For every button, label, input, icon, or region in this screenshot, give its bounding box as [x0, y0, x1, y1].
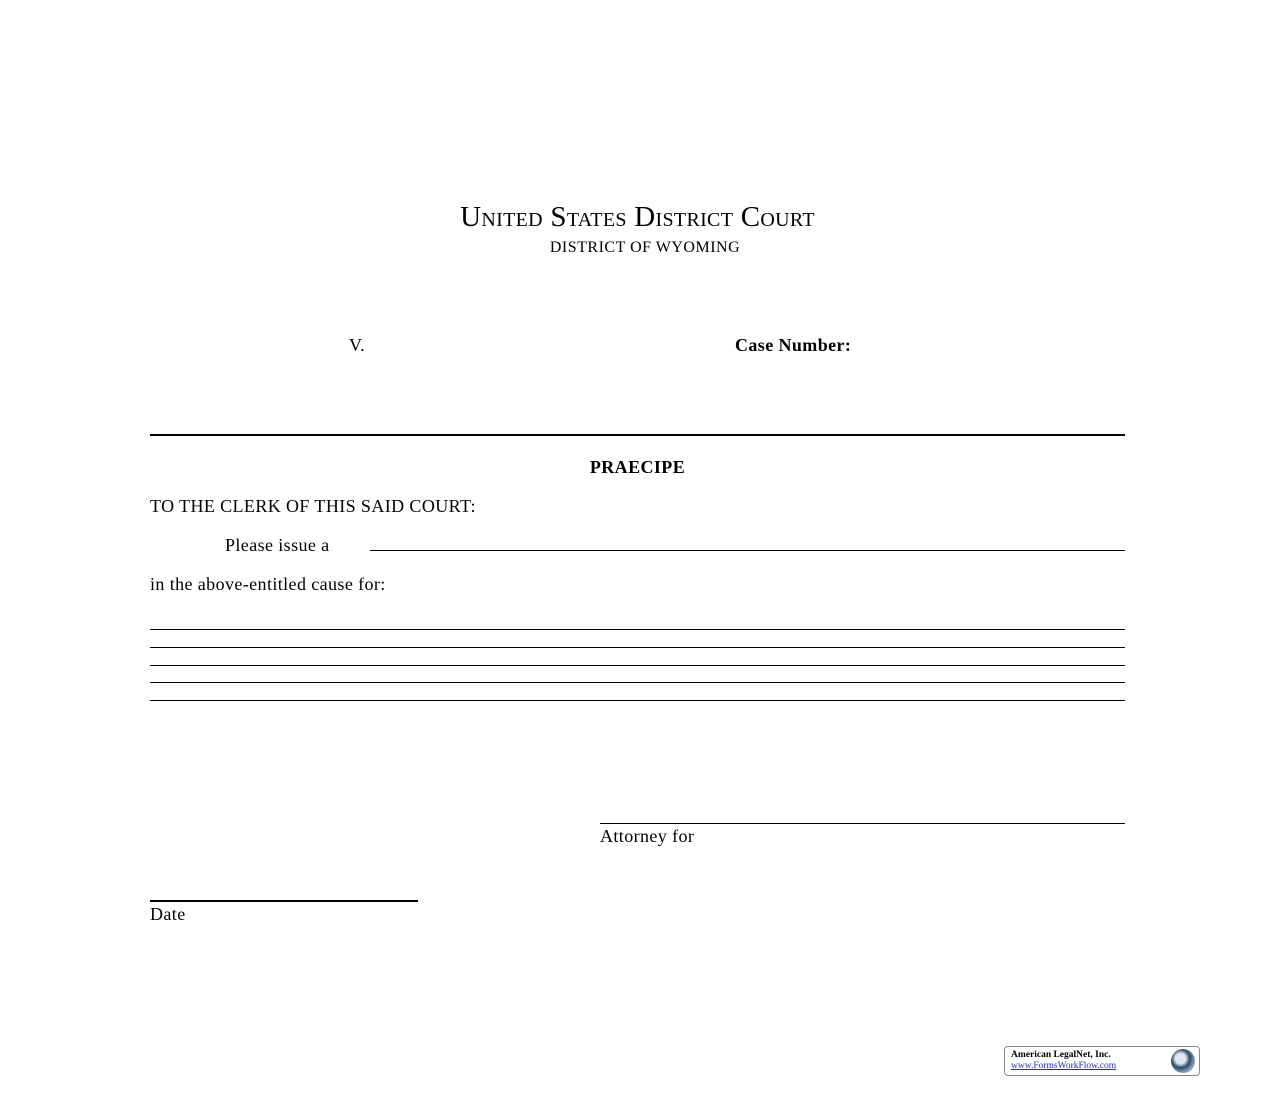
- attorney-label: Attorney for: [600, 826, 695, 846]
- footer-logo[interactable]: [1004, 1046, 1200, 1076]
- company-name: American LegalNet, Inc.: [1011, 1050, 1111, 1060]
- court-title: United States District Court: [460, 201, 815, 233]
- date-label: Date: [150, 904, 186, 924]
- salutation: TO THE CLERK OF THIS SAID COURT:: [150, 496, 476, 516]
- cause-for-label: in the above-entitled cause for:: [150, 574, 386, 594]
- attorney-signature-line[interactable]: [600, 823, 1125, 824]
- globe-icon: [1171, 1049, 1195, 1073]
- cause-line[interactable]: [150, 682, 1125, 683]
- please-issue-label: Please issue a: [225, 535, 330, 555]
- form-title: PRAECIPE: [589, 457, 686, 477]
- issue-blank-line[interactable]: [370, 550, 1125, 551]
- cause-line[interactable]: [150, 700, 1125, 701]
- case-number-label: Case Number:: [735, 335, 852, 355]
- company-url[interactable]: www.FormsWorkFlow.com: [1011, 1061, 1117, 1071]
- date-line[interactable]: [150, 900, 418, 902]
- versus-label: V.: [349, 335, 365, 355]
- cause-line[interactable]: [150, 665, 1125, 666]
- cause-line[interactable]: [150, 629, 1125, 630]
- district-name: DISTRICT OF WYOMING: [549, 239, 741, 256]
- cause-line[interactable]: [150, 647, 1125, 648]
- caption-divider: [150, 434, 1125, 436]
